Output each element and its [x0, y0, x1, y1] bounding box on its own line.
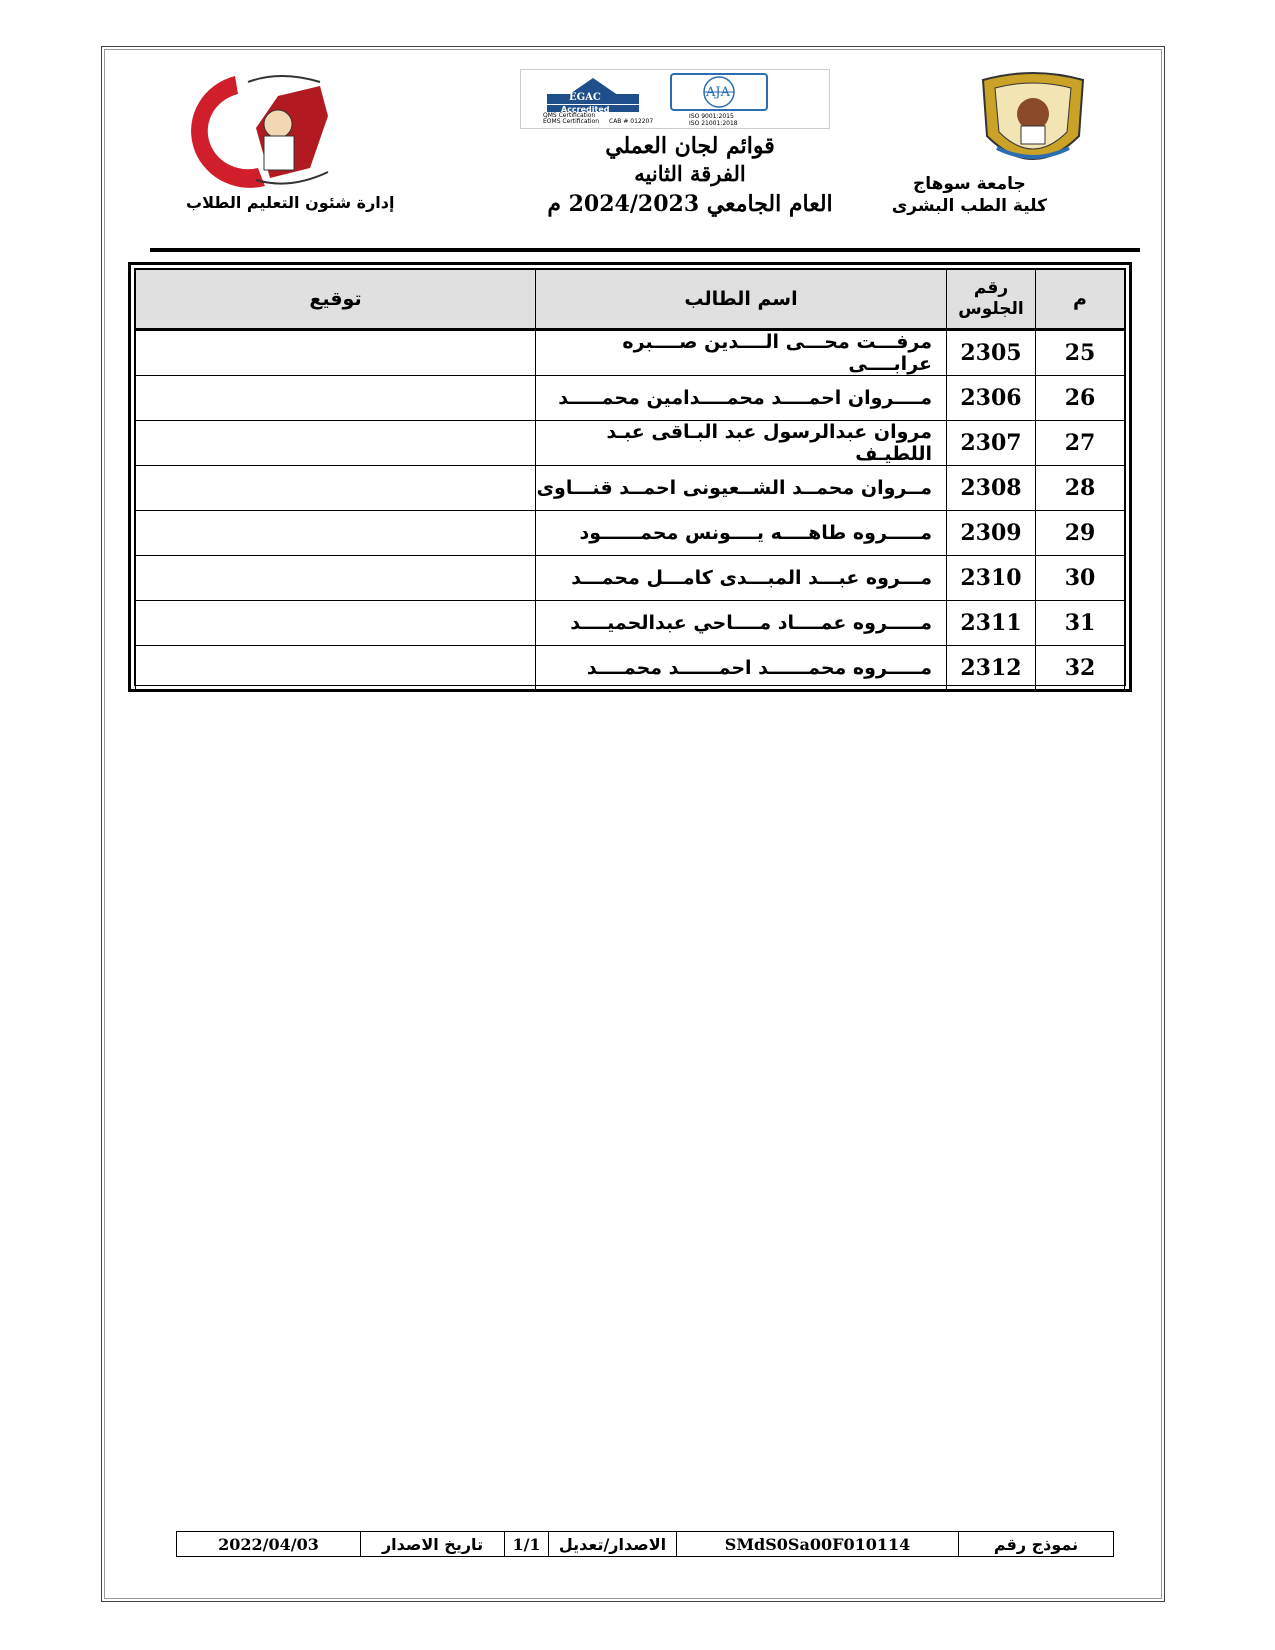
- aja-line-2: ISO 21001:2018: [689, 120, 738, 127]
- row-seat-number: 2306: [947, 376, 1036, 421]
- row-serial: 27: [1036, 421, 1125, 466]
- row-seat-number: 2312: [947, 646, 1036, 691]
- row-signature: [136, 330, 536, 376]
- row-student-name: مـــــروه عمــــاد مــــاحي عبدالحميــــد: [536, 601, 947, 646]
- table-row: [136, 330, 1125, 376]
- egac-line-1: QMS Certification: [543, 112, 596, 119]
- row-student-name: مــــروان احمــــد محمــــدامين محمـــــد: [536, 376, 947, 421]
- document-title-block: [490, 132, 890, 220]
- faculty-name: كلية الطب البشرى: [891, 196, 1047, 216]
- row-serial: 32: [1036, 646, 1125, 691]
- table-row: [136, 556, 1125, 601]
- department-name: إدارة شئون التعليم الطلاب: [186, 193, 395, 212]
- row-serial: 26: [1036, 376, 1125, 421]
- row-serial: 31: [1036, 601, 1125, 646]
- row-serial: 28: [1036, 466, 1125, 511]
- table-row: [136, 646, 1125, 691]
- document-title: قوائم لجان العملي: [605, 133, 775, 159]
- header-seat-line1: رقم: [973, 278, 1009, 298]
- row-student-name: مرفـــت محـــى الــــدين صــــبره عرابــــى: [536, 330, 947, 376]
- row-seat-number: 2307: [947, 421, 1036, 466]
- aja-label: AJA: [706, 85, 730, 100]
- footer-form-label: نموذج رقم: [958, 1532, 1113, 1556]
- row-signature: [136, 556, 536, 601]
- egac-label: EGAC: [569, 92, 601, 103]
- row-student-name: مروان عبدالرسول عبد البـاقى عبـد اللطيـف: [536, 421, 947, 466]
- header-signature: توقيع: [136, 270, 536, 330]
- certification-badges: [520, 69, 830, 129]
- footer-date-label: تاريخ الاصدار: [360, 1532, 504, 1556]
- footer-date: 2022/04/03: [218, 1534, 319, 1554]
- row-seat-number: 2310: [947, 556, 1036, 601]
- egac-line-3: CAB # 012207: [609, 118, 654, 125]
- row-student-name: مـــروه عبـــد المبـــدى كامـــل محمـــد: [536, 556, 947, 601]
- table-row: [136, 601, 1125, 646]
- faculty-logo: [160, 68, 350, 190]
- row-student-name: مــروان محمــد الشــعيونى احمــد قنـــاوى: [536, 466, 947, 511]
- header-seat-line2: الجلوس: [958, 299, 1024, 319]
- row-serial: 25: [1036, 330, 1125, 376]
- table-row: [136, 421, 1125, 466]
- row-serial: 29: [1036, 511, 1125, 556]
- row-signature: [136, 421, 536, 466]
- footer-version-label: الاصدار/تعديل: [548, 1532, 676, 1556]
- university-info: [892, 173, 1047, 217]
- row-serial: 30: [1036, 556, 1125, 601]
- student-table: [135, 269, 1125, 691]
- row-signature: [136, 601, 536, 646]
- academic-year: العام الجامعي 2024/2023 م: [547, 191, 833, 217]
- table-row: [136, 511, 1125, 556]
- footer-form-code: SMdS0Sa00F010114: [676, 1532, 958, 1556]
- row-seat-number: 2308: [947, 466, 1036, 511]
- table-row: [136, 466, 1125, 511]
- egac-line-2: EOMS Certification: [543, 118, 600, 125]
- student-table-frame: [128, 262, 1132, 692]
- university-seal: [975, 70, 1091, 174]
- table-row: [136, 376, 1125, 421]
- row-seat-number: 2311: [947, 601, 1036, 646]
- header-serial: م: [1036, 270, 1125, 330]
- row-seat-number: 2305: [947, 330, 1036, 376]
- row-signature: [136, 646, 536, 691]
- footer-version: 1/1: [504, 1532, 548, 1556]
- header-seat-number: [947, 270, 1036, 330]
- row-student-name: مـــــروه محمــــــد احمــــــد محمــــد: [536, 646, 947, 691]
- row-signature: [136, 466, 536, 511]
- form-footer: [176, 1531, 1114, 1557]
- row-signature: [136, 376, 536, 421]
- aja-line-1: ISO 9001:2015: [689, 113, 734, 120]
- table-header-row: [136, 270, 1125, 330]
- row-seat-number: 2309: [947, 511, 1036, 556]
- row-student-name: مـــــروه طاهــــه يــــونس محمــــــود: [536, 511, 947, 556]
- university-name: جامعة سوهاج: [912, 174, 1026, 194]
- header-student-name: اسم الطالب: [536, 270, 947, 330]
- row-signature: [136, 511, 536, 556]
- header-divider: [150, 248, 1140, 252]
- egac-sub: Accredited: [561, 105, 610, 114]
- grade-level: الفرقة الثانيه: [634, 161, 746, 186]
